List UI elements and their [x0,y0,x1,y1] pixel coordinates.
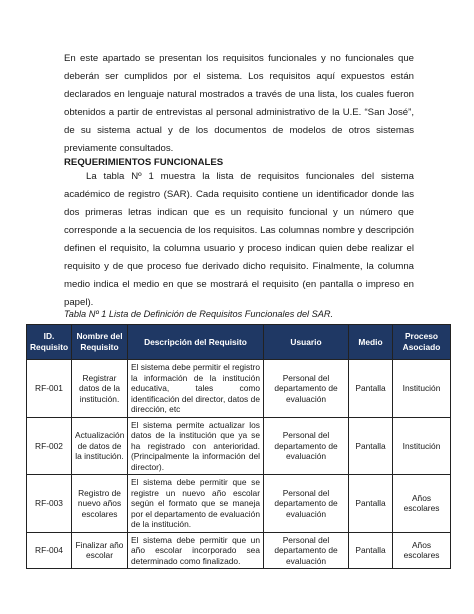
cell-id: RF-003 [27,475,72,533]
cell-name: Registrar datos de la institución. [72,360,128,418]
cell-process: Institución [393,360,451,418]
cell-name: Finalizar año escolar [72,532,128,569]
cell-user: Personal del departamento de evaluación [264,360,349,418]
cell-description: El sistema debe permitir el registro la información de la institución educativa, tales como identificación del director, datos de dirección, etc [128,360,264,418]
cell-description: El sistema permite actualizar los datos de la institución que ya se ha registrado con anterioridad. (Principalmente la información del director). [128,417,264,475]
cell-user: Personal del departamento de evaluación [264,475,349,533]
cell-medium: Pantalla [349,417,393,475]
cell-process: Institución [393,417,451,475]
section-paragraph-text: La tabla Nº 1 muestra la lista de requisitos funcionales del sistema académico de registro (SAR). Cada requisito contiene un identificador donde las dos primeras letras indican que es un requisito funcional y un número que corresponde a la secuencia de los requisitos. Las columnas nombre y descripción definen el requisito, la columna usuario y proceso indican quien debe realizar el requisito y de que proceso fue derivado dicho requisito. Finalmente, la columna medio indica el medio en que se mostrará el requisito (en pantalla o impreso en papel). [64,171,414,308]
intro-paragraph: En este apartado se presentan los requisitos funcionales y no funcionales que deberán ser cumplidos por el sistema. Los requisitos aquí expuestos están declarados en lenguaje natural mostrados a través de una lista, los cuales fueron obtenidos a partir de entrevistas al personal administrativo de la U.E. “San José”, de su sistema actual y de los documentos de modelos de otros sistemas previamente consultados. [64,53,414,154]
header-medium: Medio [349,325,393,360]
header-process: Proceso Asociado [393,325,451,360]
cell-medium: Pantalla [349,532,393,569]
cell-id: RF-004 [27,532,72,569]
cell-name: Registro de nuevo años escolares [72,475,128,533]
cell-medium: Pantalla [349,475,393,533]
cell-process: Años escolares [393,475,451,533]
cell-description: El sistema debe permitir que un año escolar incorporado sea determinado como finalizado. [128,532,264,569]
cell-medium: Pantalla [349,360,393,418]
section-heading: REQUERIMIENTOS FUNCIONALES [64,157,224,168]
cell-user: Personal del departamento de evaluación [264,417,349,475]
table-row [27,360,451,418]
table-caption: Tabla Nº 1 Lista de Definición de Requisitos Funcionales del SAR. [64,309,334,319]
section-paragraph [64,168,414,312]
header-user: Usuario [264,325,349,360]
table-row [27,475,451,533]
cell-id: RF-002 [27,417,72,475]
cell-process: Años escolares [393,532,451,569]
header-description: Descripción del Requisito [128,325,264,360]
table-header-row [27,325,451,360]
table-row [27,417,451,475]
cell-id: RF-001 [27,360,72,418]
cell-description: El sistema debe permitir que se registre un nuevo año escolar según el formato que se maneja por el departamento de evaluación de la institución. [128,475,264,533]
cell-user: Personal del departamento de evaluación [264,532,349,569]
cell-name: Actualización de datos de la institución. [72,417,128,475]
requirements-table [26,324,451,569]
table-row [27,532,451,569]
header-id: ID. Requisito [27,325,72,360]
header-name: Nombre del Requisito [72,325,128,360]
